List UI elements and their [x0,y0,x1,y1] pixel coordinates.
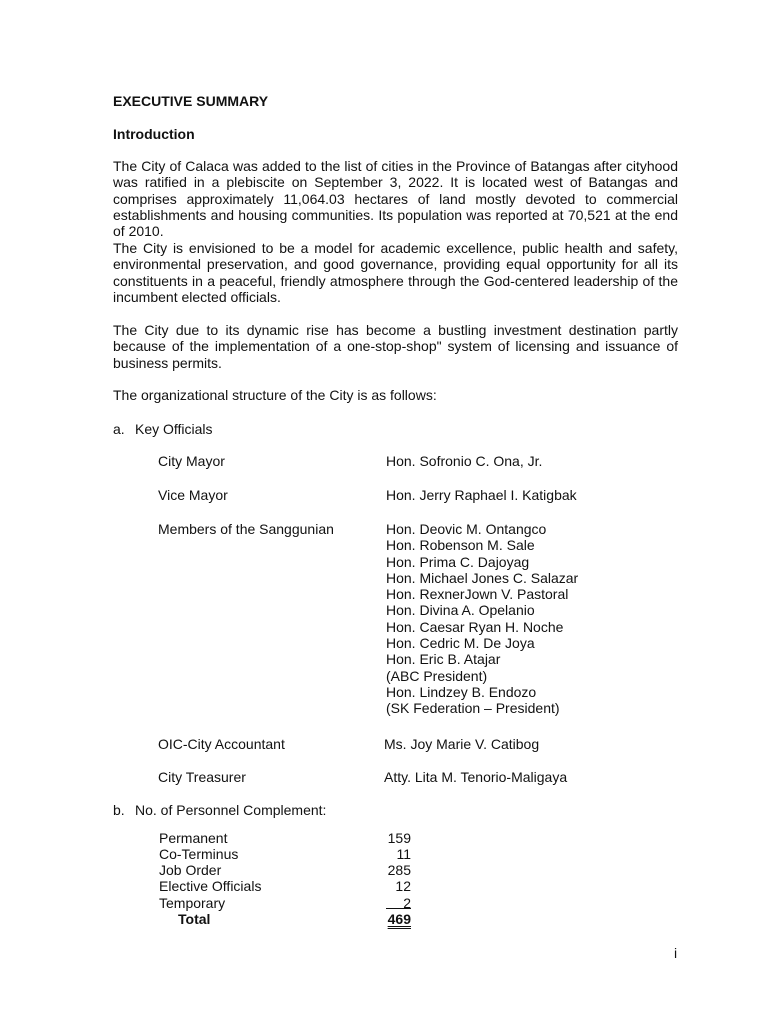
personnel-label-co-terminus: Co-Terminus [159,846,239,862]
personnel-label-temporary: Temporary [159,895,226,911]
personnel-total-label: Total [178,911,211,927]
sanggunian-member: Hon. Divina A. Opelanio [386,602,535,619]
treasurer-position: City Treasurer [158,769,246,785]
personnel-value-elective: 12 [395,878,411,894]
personnel-title: No. of Personnel Complement: [135,802,327,818]
accountant-name: Ms. Joy Marie V. Catibog [384,736,540,752]
paragraph-org-structure: The organizational structure of the City is as follows: [113,387,437,403]
treasurer-name: Atty. Lita M. Tenorio-Maligaya [384,769,568,785]
sanggunian-member: Hon. Eric B. Atajar [386,651,501,668]
sanggunian-member: Hon. Michael Jones C. Salazar [386,569,579,586]
sanggunian-member: Hon. Robenson M. Sale [386,537,535,554]
accountant-position: OIC-City Accountant [158,736,285,752]
personnel-value-co-terminus: 11 [396,846,411,862]
list-marker-a: a. [113,421,125,437]
paragraph-vision: The City is envisioned to be a model for academic excellence, public health and safety, environmental preservation, and good governance, providing equal opportunity for all its constituents in a peaceful, friendly atmosphere through the God-centered leadership of the incumbent elected officials. [113,240,678,305]
sanggunian-member: Hon. Caesar Ryan H. Noche [386,618,564,635]
personnel-value-job-order: 285 [387,862,411,878]
sanggunian-member-list [386,521,578,717]
section-title: Introduction [113,126,195,142]
sanggunian-member: Hon. Deovic M. Ontangco [386,521,547,537]
sanggunian-member-note: (SK Federation – President) [386,700,560,717]
personnel-value-permanent: 159 [387,830,411,846]
sanggunian-member: Hon. Cedric M. De Joya [386,635,535,652]
vice-mayor-name: Hon. Jerry Raphael I. Katigbak [386,487,577,503]
subtotal-rule [386,908,411,909]
personnel-value-temporary: 2 [403,895,411,911]
sanggunian-member: Hon. Lindzey B. Endozo [386,683,537,700]
mayor-name: Hon. Sofronio C. Ona, Jr. [386,453,543,469]
personnel-label-permanent: Permanent [159,830,228,846]
mayor-position: City Mayor [158,453,225,469]
sanggunian-member-note: (ABC President) [386,667,488,684]
personnel-total-value: 469 [387,911,411,927]
paragraph-investment: The City due to its dynamic rise has become a bustling investment destination partly because of the implementation of a one-stop-shop" system of licensing and issuance of business permits. [113,322,678,371]
key-officials-title: Key Officials [135,421,213,437]
paragraph-intro: The City of Calaca was added to the list of cities in the Province of Batangas after cityhood was ratified in a plebiscite on September 3, 2022. It is located west of Batangas and comprises approximately 11,064.03 hectares of land mostly devoted to commercial establishments and housing communities. Its population was reported at 70,521 at the end of 2010. [113,158,678,240]
sanggunian-member: Hon. RexnerJown V. Pastoral [386,586,569,603]
page-number: i [674,945,678,961]
personnel-label-job-order: Job Order [159,862,222,878]
list-marker-b: b. [113,802,125,818]
sanggunian-position: Members of the Sanggunian [158,521,334,537]
sanggunian-member: Hon. Prima C. Dajoyag [386,553,530,570]
document-heading: EXECUTIVE SUMMARY [113,93,269,109]
vice-mayor-position: Vice Mayor [158,487,228,503]
personnel-label-elective: Elective Officials [159,878,262,894]
